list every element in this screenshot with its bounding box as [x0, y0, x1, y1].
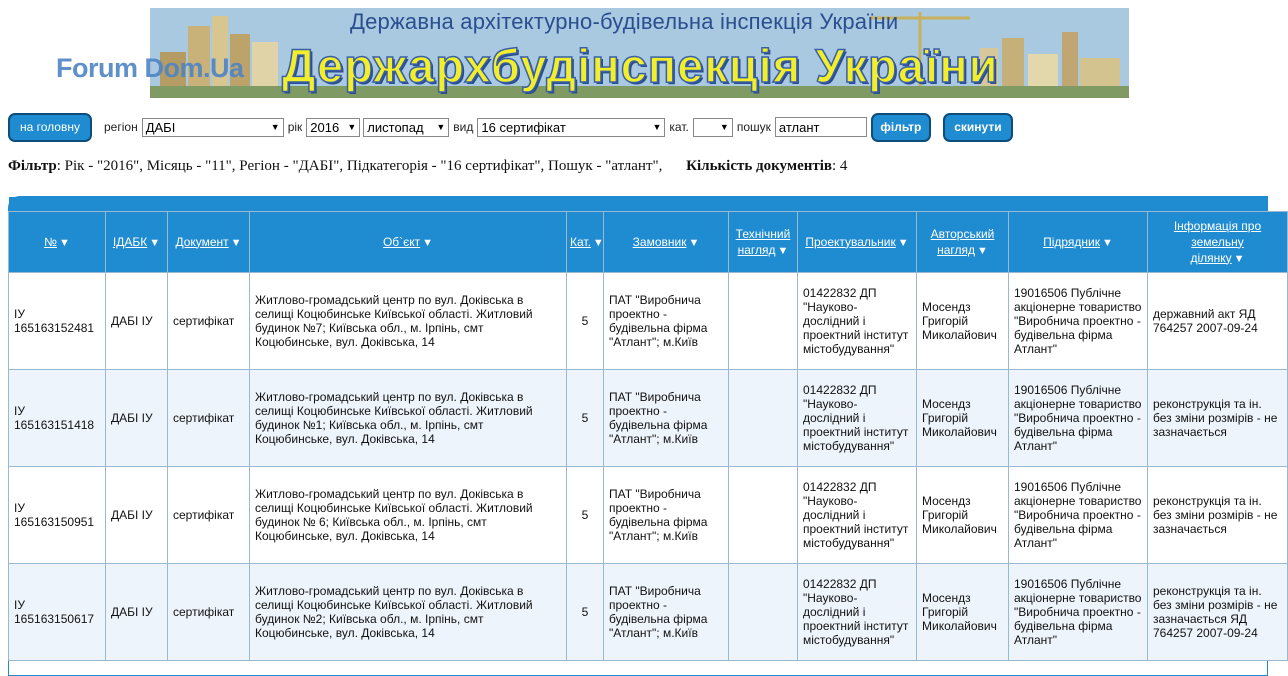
region-select[interactable]	[142, 118, 284, 137]
cell-customer: ПАТ "Виробнича проектно - будівельна фірма "Атлант"; м.Київ	[604, 564, 728, 660]
sort-arrow-icon: ▼	[58, 236, 70, 249]
cell-object: Житлово-громадський центр по вул. Доківська в селищі Коцюбинське Київської області. Житловий будинок № 6; Київська обл., м. Ірпінь, смт Коцюбинське, вул. Доківська, 14	[250, 467, 566, 563]
month-select-value: листопад	[367, 119, 424, 135]
cell-contractor: 19016506 Публічне акціонерне товариство "Виробнича проектно - будівельна фірма Атлант"	[1009, 564, 1147, 660]
sort-arrow-icon: ▼	[688, 236, 700, 249]
document-count-value: : 4	[832, 158, 848, 174]
table-row	[9, 273, 1287, 369]
year-label: рік	[287, 120, 303, 134]
documents-table-frame	[8, 196, 1278, 676]
cell-land-info: реконструкція та ін. без зміни розмірів - не зазначається ЯД 764257 2007-09-24	[1148, 564, 1287, 660]
cell-document: сертифікат	[168, 564, 249, 660]
column-header-designer[interactable]: Проектувальник ▼	[798, 212, 916, 272]
sort-arrow-icon: ▼	[422, 236, 434, 249]
cell-technical-supervision	[729, 564, 797, 660]
region-label: регіон	[104, 120, 138, 134]
cell-contractor: 19016506 Публічне акціонерне товариство "Виробнича проектно - будівельна фірма Атлант"	[1009, 273, 1147, 369]
cell-object: Житлово-громадський центр по вул. Доківська в селищі Коцюбинське Київської області. Житловий будинок №7; Київська обл., м. Ірпінь, смт Коцюбинське, вул. Доківська, 14	[250, 273, 566, 369]
cell-contractor: 19016506 Публічне акціонерне товариство "Виробнича проектно - будівельна фірма Атлант"	[1009, 467, 1147, 563]
category-select[interactable]	[693, 118, 733, 137]
sort-arrow-icon: ▼	[1233, 252, 1245, 265]
cell-idabk: ДАБІ ІУ	[106, 564, 167, 660]
dropdown-arrow-icon: ▼	[652, 122, 662, 132]
cell-contractor: 19016506 Публічне акціонерне товариство "Виробнича проектно - будівельна фірма Атлант"	[1009, 370, 1147, 466]
cell-customer: ПАТ "Виробнича проектно - будівельна фірма "Атлант"; м.Київ	[604, 467, 728, 563]
type-select-value: 16 сертифікат	[481, 119, 566, 135]
column-header-object[interactable]: Об`єкт ▼	[250, 212, 566, 272]
cell-land-info: державний акт ЯД 764257 2007-09-24	[1148, 273, 1287, 369]
cell-author-supervision: Мосендз Григорій Миколайович	[917, 273, 1008, 369]
filter-summary-label: Фільтр	[8, 158, 57, 174]
documents-table	[8, 211, 1288, 661]
type-select[interactable]	[477, 118, 665, 137]
column-header-idabk[interactable]: ІДАБК ▼	[106, 212, 167, 272]
filter-summary-text: : Рік - "2016", Місяць - "11", Регіон - "ДАБІ", Підкатегорія - "16 сертифікат", Пошук - "атлант",	[56, 158, 663, 174]
document-count-label: Кількість документів	[686, 158, 833, 174]
cell-number: ІУ 165163150617	[9, 564, 105, 660]
cell-technical-supervision	[729, 370, 797, 466]
category-label: кат.	[669, 120, 689, 134]
cell-document: сертифікат	[168, 273, 249, 369]
cell-designer: 01422832 ДП "Науково-дослідний і проектний інститут містобудування"	[798, 370, 916, 466]
dropdown-arrow-icon: ▼	[270, 122, 280, 132]
cell-author-supervision: Мосендз Григорій Миколайович	[917, 467, 1008, 563]
column-header-document[interactable]: Документ ▼	[168, 212, 249, 272]
cell-object: Житлово-громадський центр по вул. Доківська в селищі Коцюбинське Київської області. Житловий будинок №2; Київська обл., м. Ірпінь, смт Коцюбинське, вул. Доківська, 14	[250, 564, 566, 660]
cell-author-supervision: Мосендз Григорій Миколайович	[917, 370, 1008, 466]
sort-arrow-icon: ▼	[230, 236, 242, 249]
sort-arrow-icon: ▼	[1102, 236, 1113, 249]
month-select[interactable]	[363, 118, 449, 137]
column-header-number[interactable]: № ▼	[9, 212, 105, 272]
type-label: вид	[453, 120, 474, 134]
banner-title: Держархбудінспекція України	[282, 39, 999, 92]
header-banner	[150, 8, 1129, 98]
cell-document: сертифікат	[168, 467, 249, 563]
filter-button[interactable]: фільтр	[871, 113, 931, 142]
reset-button[interactable]: скинути	[943, 113, 1013, 142]
column-header-land-info[interactable]: Інформація про земельну ділянку ▼	[1148, 212, 1287, 272]
forum-watermark-logo: Forum Dom.Ua	[56, 53, 244, 83]
search-label: пошук	[736, 120, 771, 134]
table-row	[9, 564, 1287, 660]
cell-technical-supervision	[729, 273, 797, 369]
sort-arrow-icon: ▼	[777, 244, 789, 257]
sort-arrow-icon: ▼	[592, 236, 604, 249]
cell-customer: ПАТ "Виробнича проектно - будівельна фірма "Атлант"; м.Київ	[604, 370, 728, 466]
year-select[interactable]	[306, 118, 360, 137]
region-select-value: ДАБІ	[145, 119, 176, 135]
column-header-technical-supervision[interactable]: Технічний нагляд ▼	[729, 212, 797, 272]
cell-designer: 01422832 ДП "Науково-дослідний і проектний інститут містобудування"	[798, 564, 916, 660]
dropdown-arrow-icon: ▼	[719, 122, 729, 132]
dropdown-arrow-icon: ▼	[436, 122, 446, 132]
sort-arrow-icon: ▼	[149, 236, 161, 249]
cell-number: ІУ 165163151418	[9, 370, 105, 466]
cell-land-info: реконструкція та ін. без зміни розмірів - не зазначається	[1148, 467, 1287, 563]
table-row	[9, 370, 1287, 466]
cell-object: Житлово-громадський центр по вул. Доківська в селищі Коцюбинське Київської області. Житловий будинок №1; Київська обл., м. Ірпінь, смт Коцюбинське, вул. Доківська, 14	[250, 370, 566, 466]
search-input-value: атлант	[778, 119, 820, 135]
filter-summary	[8, 158, 847, 175]
cell-designer: 01422832 ДП "Науково-дослідний і проектний інститут містобудування"	[798, 467, 916, 563]
table-header-row	[9, 212, 1287, 272]
cell-idabk: ДАБІ ІУ	[106, 467, 167, 563]
cell-category: 5	[567, 273, 603, 369]
column-header-category[interactable]: Кат. ▼	[567, 212, 603, 272]
dropdown-arrow-icon: ▼	[347, 122, 357, 132]
sort-arrow-icon: ▼	[897, 236, 909, 249]
column-header-contractor[interactable]: Підрядник ▼	[1009, 212, 1147, 272]
cell-category: 5	[567, 370, 603, 466]
filter-toolbar	[8, 112, 1258, 142]
search-input[interactable]	[775, 117, 867, 137]
cell-land-info: реконструкція та ін. без зміни розмірів - не зазначається	[1148, 370, 1287, 466]
cell-number: ІУ 165163152481	[9, 273, 105, 369]
cell-idabk: ДАБІ ІУ	[106, 370, 167, 466]
cell-designer: 01422832 ДП "Науково-дослідний і проектний інститут містобудування"	[798, 273, 916, 369]
cell-category: 5	[567, 467, 603, 563]
banner-subtitle: Державна архітектурно-будівельна інспекція України	[350, 9, 899, 34]
year-select-value: 2016	[310, 119, 340, 135]
cell-idabk: ДАБІ ІУ	[106, 273, 167, 369]
sort-arrow-icon: ▼	[977, 244, 988, 257]
cell-author-supervision: Мосендз Григорій Миколайович	[917, 564, 1008, 660]
cell-category: 5	[567, 564, 603, 660]
cell-technical-supervision	[729, 467, 797, 563]
cell-document: сертифікат	[168, 370, 249, 466]
column-header-author-supervision[interactable]: Авторський нагляд ▼	[917, 212, 1008, 272]
cell-number: ІУ 165163150951	[9, 467, 105, 563]
table-top-bar	[9, 197, 1267, 211]
column-header-customer[interactable]: Замовник ▼	[604, 212, 728, 272]
table-row	[9, 467, 1287, 563]
cell-customer: ПАТ "Виробнича проектно - будівельна фірма "Атлант"; м.Київ	[604, 273, 728, 369]
home-button[interactable]: на головну	[8, 113, 92, 142]
